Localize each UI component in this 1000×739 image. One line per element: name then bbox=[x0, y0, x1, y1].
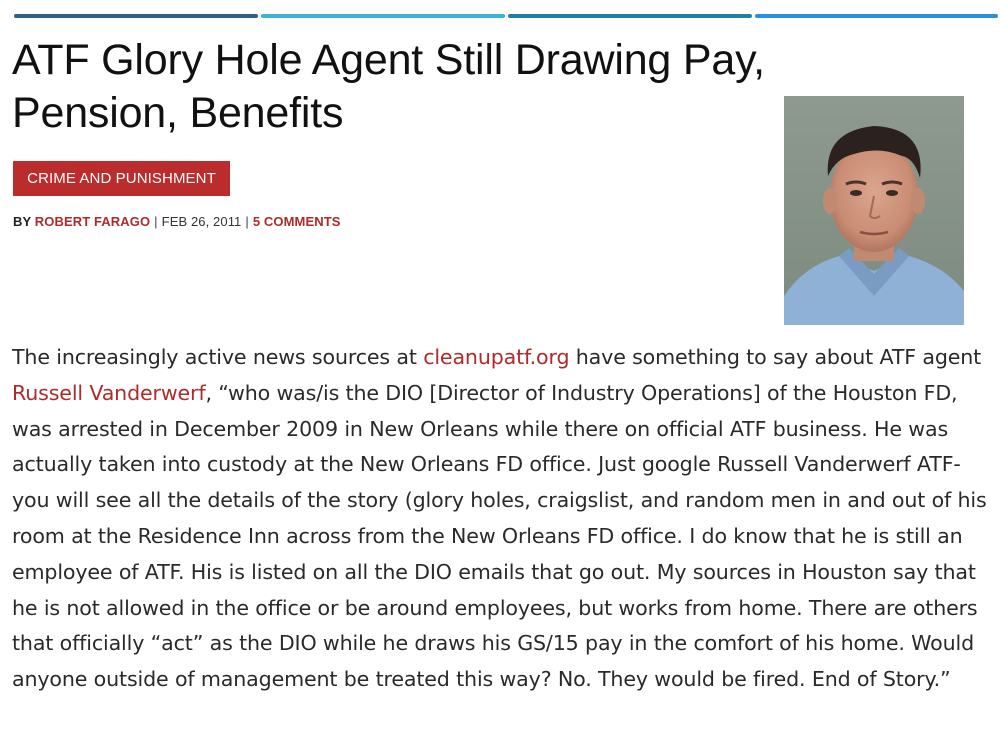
byline-separator: | bbox=[245, 214, 249, 229]
top-bar-3 bbox=[508, 14, 752, 18]
top-bar-1 bbox=[14, 14, 258, 18]
byline-by: BY bbox=[13, 214, 32, 229]
top-color-bars bbox=[14, 14, 998, 19]
article-body bbox=[12, 340, 997, 698]
body-text-3: , “who was/is the DIO [Director of Industry Operations] of the Houston FD, was arrested in December 2009 in New Orleans while there on official ATF business. He was actually taken into custody at the New Orleans FD office. Just google Russell Vanderwerf ATF-you will see all the details of the story (glory holes, craigslist, and random men in and out of his room at the Residence Inn across from the New Orleans FD office. I do know that he is still an employee of ATF. His is listed on all the DIO emails that go out. My sources in Houston say that he is not allowed in the office or be around employees, but works from home. There are others that officially “act” as the DIO while he draws his GS/15 pay in the comfort of his home. Would anyone outside of management be treated this way? No. They would be fired. End of Story.” bbox=[12, 380, 987, 692]
byline bbox=[13, 214, 341, 229]
mugshot-photo-image bbox=[784, 96, 964, 325]
mugshot-photo bbox=[784, 96, 964, 325]
byline-separator: | bbox=[154, 214, 158, 229]
top-bar-2 bbox=[261, 14, 505, 18]
publish-date: FEB 26, 2011 bbox=[161, 214, 242, 229]
top-bar-4 bbox=[755, 14, 998, 18]
cleanupatf-link[interactable]: cleanupatf.org bbox=[423, 345, 570, 369]
body-text-2: have something to say about ATF agent bbox=[575, 345, 982, 369]
article-title: ATF Glory Hole Agent Still Drawing Pay, Pension, Benefits bbox=[12, 36, 765, 137]
comments-link[interactable]: 5 COMMENTS bbox=[252, 214, 341, 229]
body-text-1: The increasingly active news sources at bbox=[12, 345, 417, 369]
russell-vanderwerf-link[interactable]: Russell Vanderwerf bbox=[12, 380, 206, 405]
author-link[interactable]: ROBERT FARAGO bbox=[34, 214, 151, 229]
category-badge[interactable]: CRIME AND PUNISHMENT bbox=[13, 161, 230, 196]
